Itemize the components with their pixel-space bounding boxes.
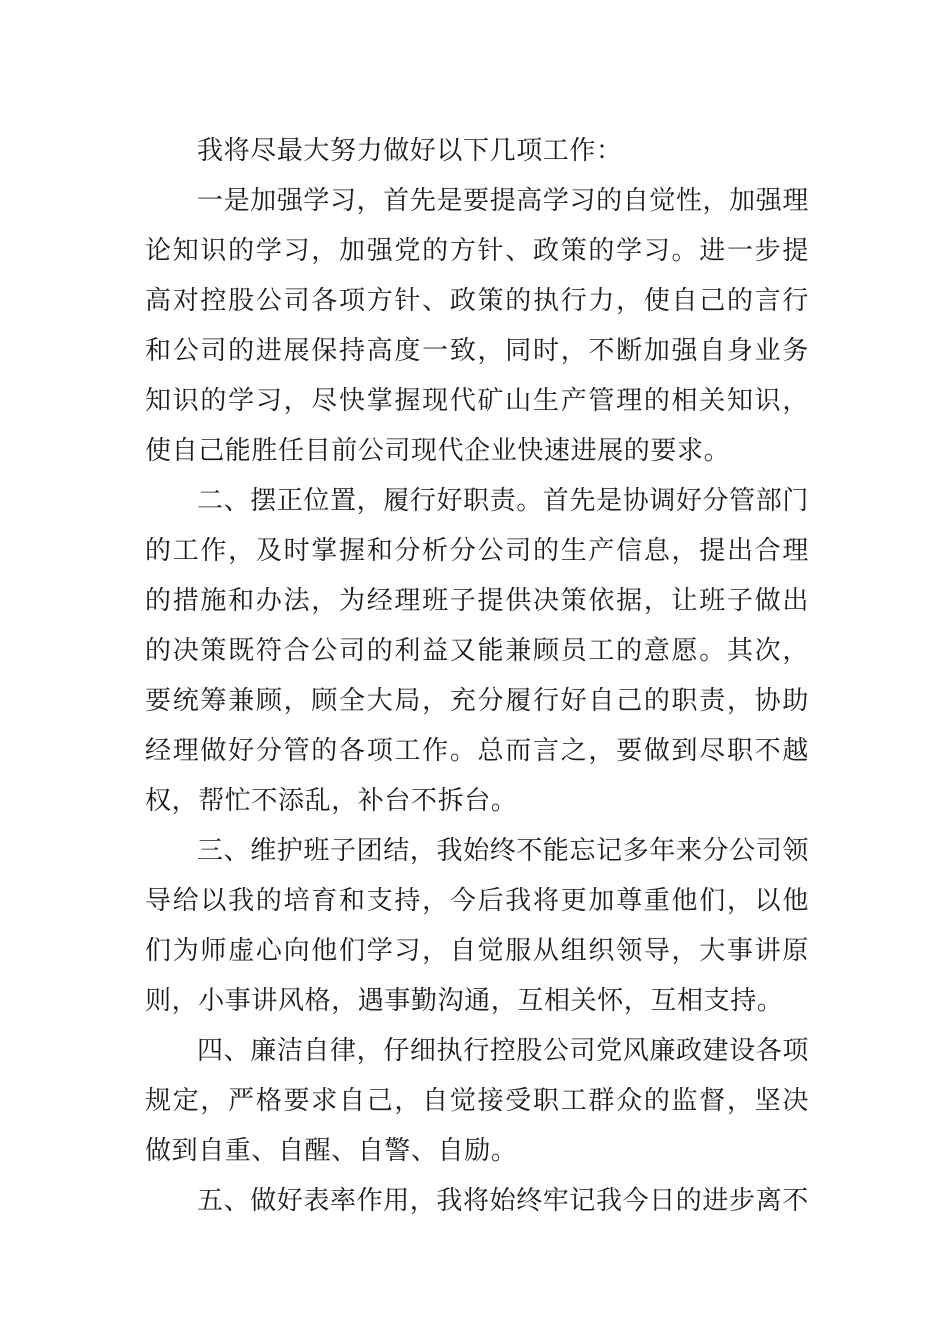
paragraph-integrity: 四、廉洁自律，仔细执行控股公司党风廉政建设各项规定，严格要求自己，自觉接受职工群众的监督，坚决做到自重、自醒、自警、自励。 — [145, 1036, 809, 1166]
document-body — [145, 126, 809, 1226]
paragraph-unity: 三、维护班子团结，我始终不能忘记多年来分公司领导给以我的培育和支持，今后我将更加尊重他们，以他们为师虚心向他们学习，自觉服从组织领导，大事讲原则，小事讲风格，遇事勤沟通，互相关怀，互相支持。 — [145, 836, 809, 1016]
paragraph-position: 二、摆正位置，履行好职责。首先是协调好分管部门的工作，及时掌握和分析分公司的生产信息，提出合理的措施和办法，为经理班子提供决策依据，让班子做出的决策既符合公司的利益又能兼顾员工的意愿。其次，要统筹兼顾，顾全大局，充分履行好自己的职责，协助经理做好分管的各项工作。总而言之，要做到尽职不越权，帮忙不添乱，补台不拆台。 — [145, 486, 809, 816]
paragraph-work-intro: 我将尽最大努力做好以下几项工作： — [197, 136, 623, 166]
paragraph-example: 五、做好表率作用，我将始终牢记我今日的进步离不 — [197, 1186, 809, 1216]
paragraph-study: 一是加强学习，首先是要提高学习的自觉性，加强理论知识的学习，加强党的方针、政策的学习。进一步提高对控股公司各项方针、政策的执行力，使自己的言行和公司的进展保持高度一致，同时，不断加强自身业务知识的学习，尽快掌握现代矿山生产管理的相关知识，使自己能胜任目前公司现代企业快速进展的要求。 — [145, 186, 809, 466]
